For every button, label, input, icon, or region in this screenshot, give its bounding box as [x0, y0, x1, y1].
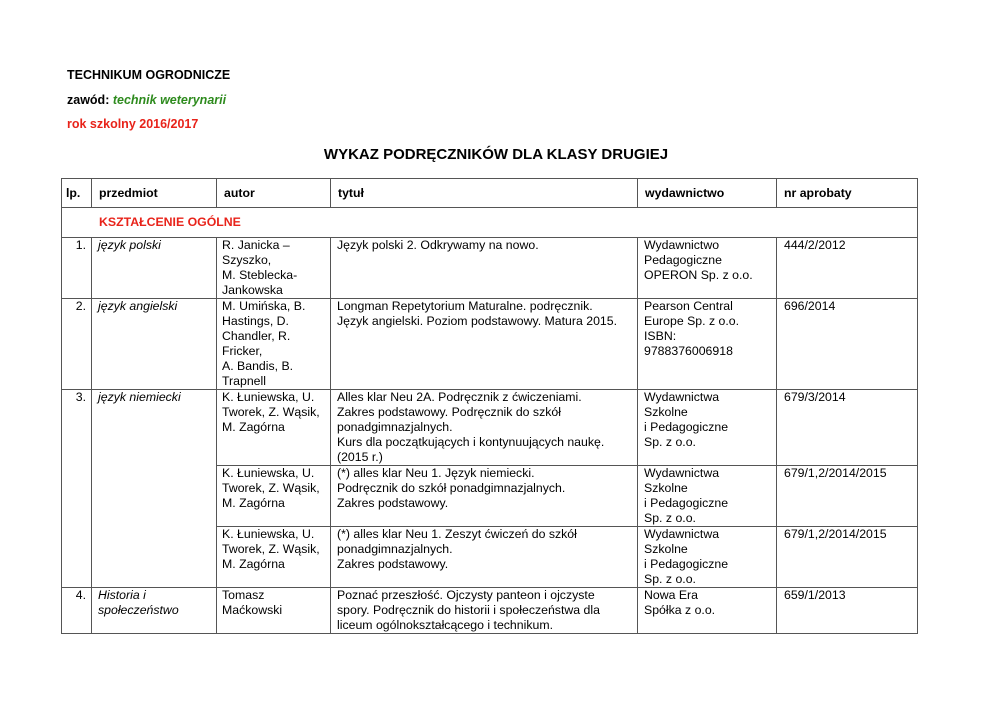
cell-publisher: [638, 588, 777, 634]
cell-author-line: K. Łuniewska, U.: [222, 527, 315, 541]
cell-title-line: (*) alles klar Neu 1. Zeszyt ćwiczeń do szkół: [337, 527, 577, 541]
cell-title: [331, 527, 638, 588]
cell-approval: 679/1,2/2014/2015: [777, 466, 918, 527]
cell-author: [217, 527, 331, 588]
table-row: [62, 299, 918, 390]
cell-publisher-line: OPERON Sp. z o.o.: [644, 268, 753, 282]
cell-author-line: Jankowska: [222, 283, 283, 297]
cell-author: [217, 466, 331, 527]
cell-publisher: [638, 466, 777, 527]
cell-publisher-line: 9788376006918: [644, 344, 733, 358]
col-header-subject: przedmiot: [92, 179, 217, 208]
cell-title-line: Zakres podstawowy.: [337, 557, 449, 571]
cell-author-line: Szyszko,: [222, 253, 272, 267]
cell-author-line: Tworek, Z. Wąsik,: [222, 481, 320, 495]
cell-publisher-line: Szkolne: [644, 481, 688, 495]
cell-author-line: M. Umińska, B.: [222, 299, 306, 313]
cell-author-line: Hastings, D.: [222, 314, 289, 328]
school-year: rok szkolny 2016/2017: [67, 117, 199, 131]
cell-subject-line: język niemiecki: [98, 390, 181, 404]
cell-publisher-line: Spółka z o.o.: [644, 603, 716, 617]
cell-lp: 4.: [62, 588, 92, 634]
cell-publisher-line: Europe Sp. z o.o.: [644, 314, 740, 328]
cell-author-line: K. Łuniewska, U.: [222, 390, 315, 404]
cell-title-line: ponadgimnazjalnych.: [337, 420, 453, 434]
cell-author-line: Chandler, R.: [222, 329, 291, 343]
cell-subject-line: społeczeństwo: [98, 603, 179, 617]
table-row: [62, 588, 918, 634]
cell-title-line: (*) alles klar Neu 1. Język niemiecki.: [337, 466, 535, 480]
cell-publisher-line: Wydawnictwa: [644, 466, 720, 480]
cell-subject: [92, 299, 217, 390]
cell-title: [331, 466, 638, 527]
table-row: [62, 390, 918, 466]
cell-title: [331, 390, 638, 466]
cell-author-line: R. Janicka –: [222, 238, 290, 252]
section-row: [62, 208, 918, 238]
cell-title: [331, 238, 638, 299]
cell-title-line: Język angielski. Poziom podstawowy. Matura 2015.: [337, 314, 618, 328]
cell-publisher: [638, 299, 777, 390]
cell-publisher-line: i Pedagogiczne: [644, 496, 729, 510]
cell-publisher-line: Wydawnictwo: [644, 238, 720, 252]
cell-publisher-line: Pearson Central: [644, 299, 733, 313]
section-label: KSZTAŁCENIE OGÓLNE: [62, 208, 918, 238]
cell-publisher-line: Sp. z o.o.: [644, 435, 696, 449]
cell-author-line: Tomasz: [222, 588, 265, 602]
cell-publisher-line: Wydawnictwa: [644, 390, 720, 404]
col-header-author: autor: [217, 179, 331, 208]
profession-line: [67, 93, 226, 107]
cell-author-line: Tworek, Z. Wąsik,: [222, 405, 320, 419]
cell-publisher-line: Szkolne: [644, 542, 688, 556]
cell-title-line: (2015 r.): [337, 450, 383, 464]
textbook-table: [61, 178, 918, 634]
cell-subject-line: język polski: [98, 238, 161, 252]
profession-label: zawód:: [67, 93, 110, 107]
cell-title-line: Zakres podstawowy.: [337, 496, 449, 510]
table-row: [62, 238, 918, 299]
cell-author-line: Maćkowski: [222, 603, 283, 617]
cell-publisher-line: Wydawnictwa: [644, 527, 720, 541]
document-title: WYKAZ PODRĘCZNIKÓW DLA KLASY DRUGIEJ: [323, 146, 669, 163]
cell-title-line: ponadgimnazjalnych.: [337, 542, 453, 556]
cell-subject-line: język angielski: [98, 299, 178, 313]
col-header-approval: nr aprobaty: [777, 179, 918, 208]
cell-author: [217, 588, 331, 634]
cell-author-line: M. Zagórna: [222, 420, 285, 434]
cell-lp: 3.: [62, 390, 92, 588]
cell-approval: 444/2/2012: [777, 238, 918, 299]
cell-publisher-line: Nowa Era: [644, 588, 698, 602]
cell-author-line: M. Zagórna: [222, 557, 285, 571]
cell-author: [217, 390, 331, 466]
cell-author-line: Trapnell: [222, 374, 266, 388]
cell-publisher-line: Sp. z o.o.: [644, 572, 696, 586]
cell-title-line: Język polski 2. Odkrywamy na nowo.: [337, 238, 539, 252]
cell-author: [217, 238, 331, 299]
cell-publisher-line: Pedagogiczne: [644, 253, 722, 267]
cell-title-line: Alles klar Neu 2A. Podręcznik z ćwiczeniami.: [337, 390, 582, 404]
cell-publisher: [638, 238, 777, 299]
cell-publisher-line: ISBN:: [644, 329, 677, 343]
col-header-title: tytuł: [331, 179, 638, 208]
col-header-lp: lp.: [62, 179, 92, 208]
cell-title-line: Podręcznik do szkół ponadgimnazjalnych.: [337, 481, 566, 495]
cell-title: [331, 588, 638, 634]
cell-lp: 1.: [62, 238, 92, 299]
col-header-publisher: wydawnictwo: [638, 179, 777, 208]
cell-title-line: Zakres podstawowy. Podręcznik do szkół: [337, 405, 561, 419]
cell-title-line: spory. Podręcznik do historii i społeczeństwa dla: [337, 603, 600, 617]
cell-approval: 696/2014: [777, 299, 918, 390]
cell-subject-line: Historia i: [98, 588, 146, 602]
cell-lp: 2.: [62, 299, 92, 390]
cell-publisher-line: Szkolne: [644, 405, 688, 419]
cell-subject: [92, 390, 217, 588]
cell-author-line: Fricker,: [222, 344, 263, 358]
cell-title: [331, 299, 638, 390]
cell-author-line: A. Bandis, B.: [222, 359, 294, 373]
cell-title-line: liceum ogólnokształcącego i technikum.: [337, 618, 553, 632]
cell-author-line: Tworek, Z. Wąsik,: [222, 542, 320, 556]
cell-publisher-line: i Pedagogiczne: [644, 420, 729, 434]
cell-title-line: Longman Repetytorium Maturalne. podręcznik.: [337, 299, 593, 313]
cell-subject: [92, 238, 217, 299]
cell-publisher: [638, 390, 777, 466]
cell-publisher-line: Sp. z o.o.: [644, 511, 696, 525]
cell-publisher-line: i Pedagogiczne: [644, 557, 729, 571]
table-header-row: [62, 179, 918, 208]
cell-author-line: M. Steblecka-: [222, 268, 298, 282]
cell-approval: 679/1,2/2014/2015: [777, 527, 918, 588]
cell-title-line: Kurs dla początkujących i kontynuujących naukę.: [337, 435, 605, 449]
cell-author-line: M. Zagórna: [222, 496, 285, 510]
cell-approval: 659/1/2013: [777, 588, 918, 634]
cell-subject: [92, 588, 217, 634]
cell-author: [217, 299, 331, 390]
cell-publisher: [638, 527, 777, 588]
school-name: TECHNIKUM OGRODNICZE: [67, 68, 231, 82]
cell-title-line: Poznać przeszłość. Ojczysty panteon i ojczyste: [337, 588, 595, 602]
cell-author-line: K. Łuniewska, U.: [222, 466, 315, 480]
profession-value: technik weterynarii: [112, 93, 227, 107]
cell-approval: 679/3/2014: [777, 390, 918, 466]
